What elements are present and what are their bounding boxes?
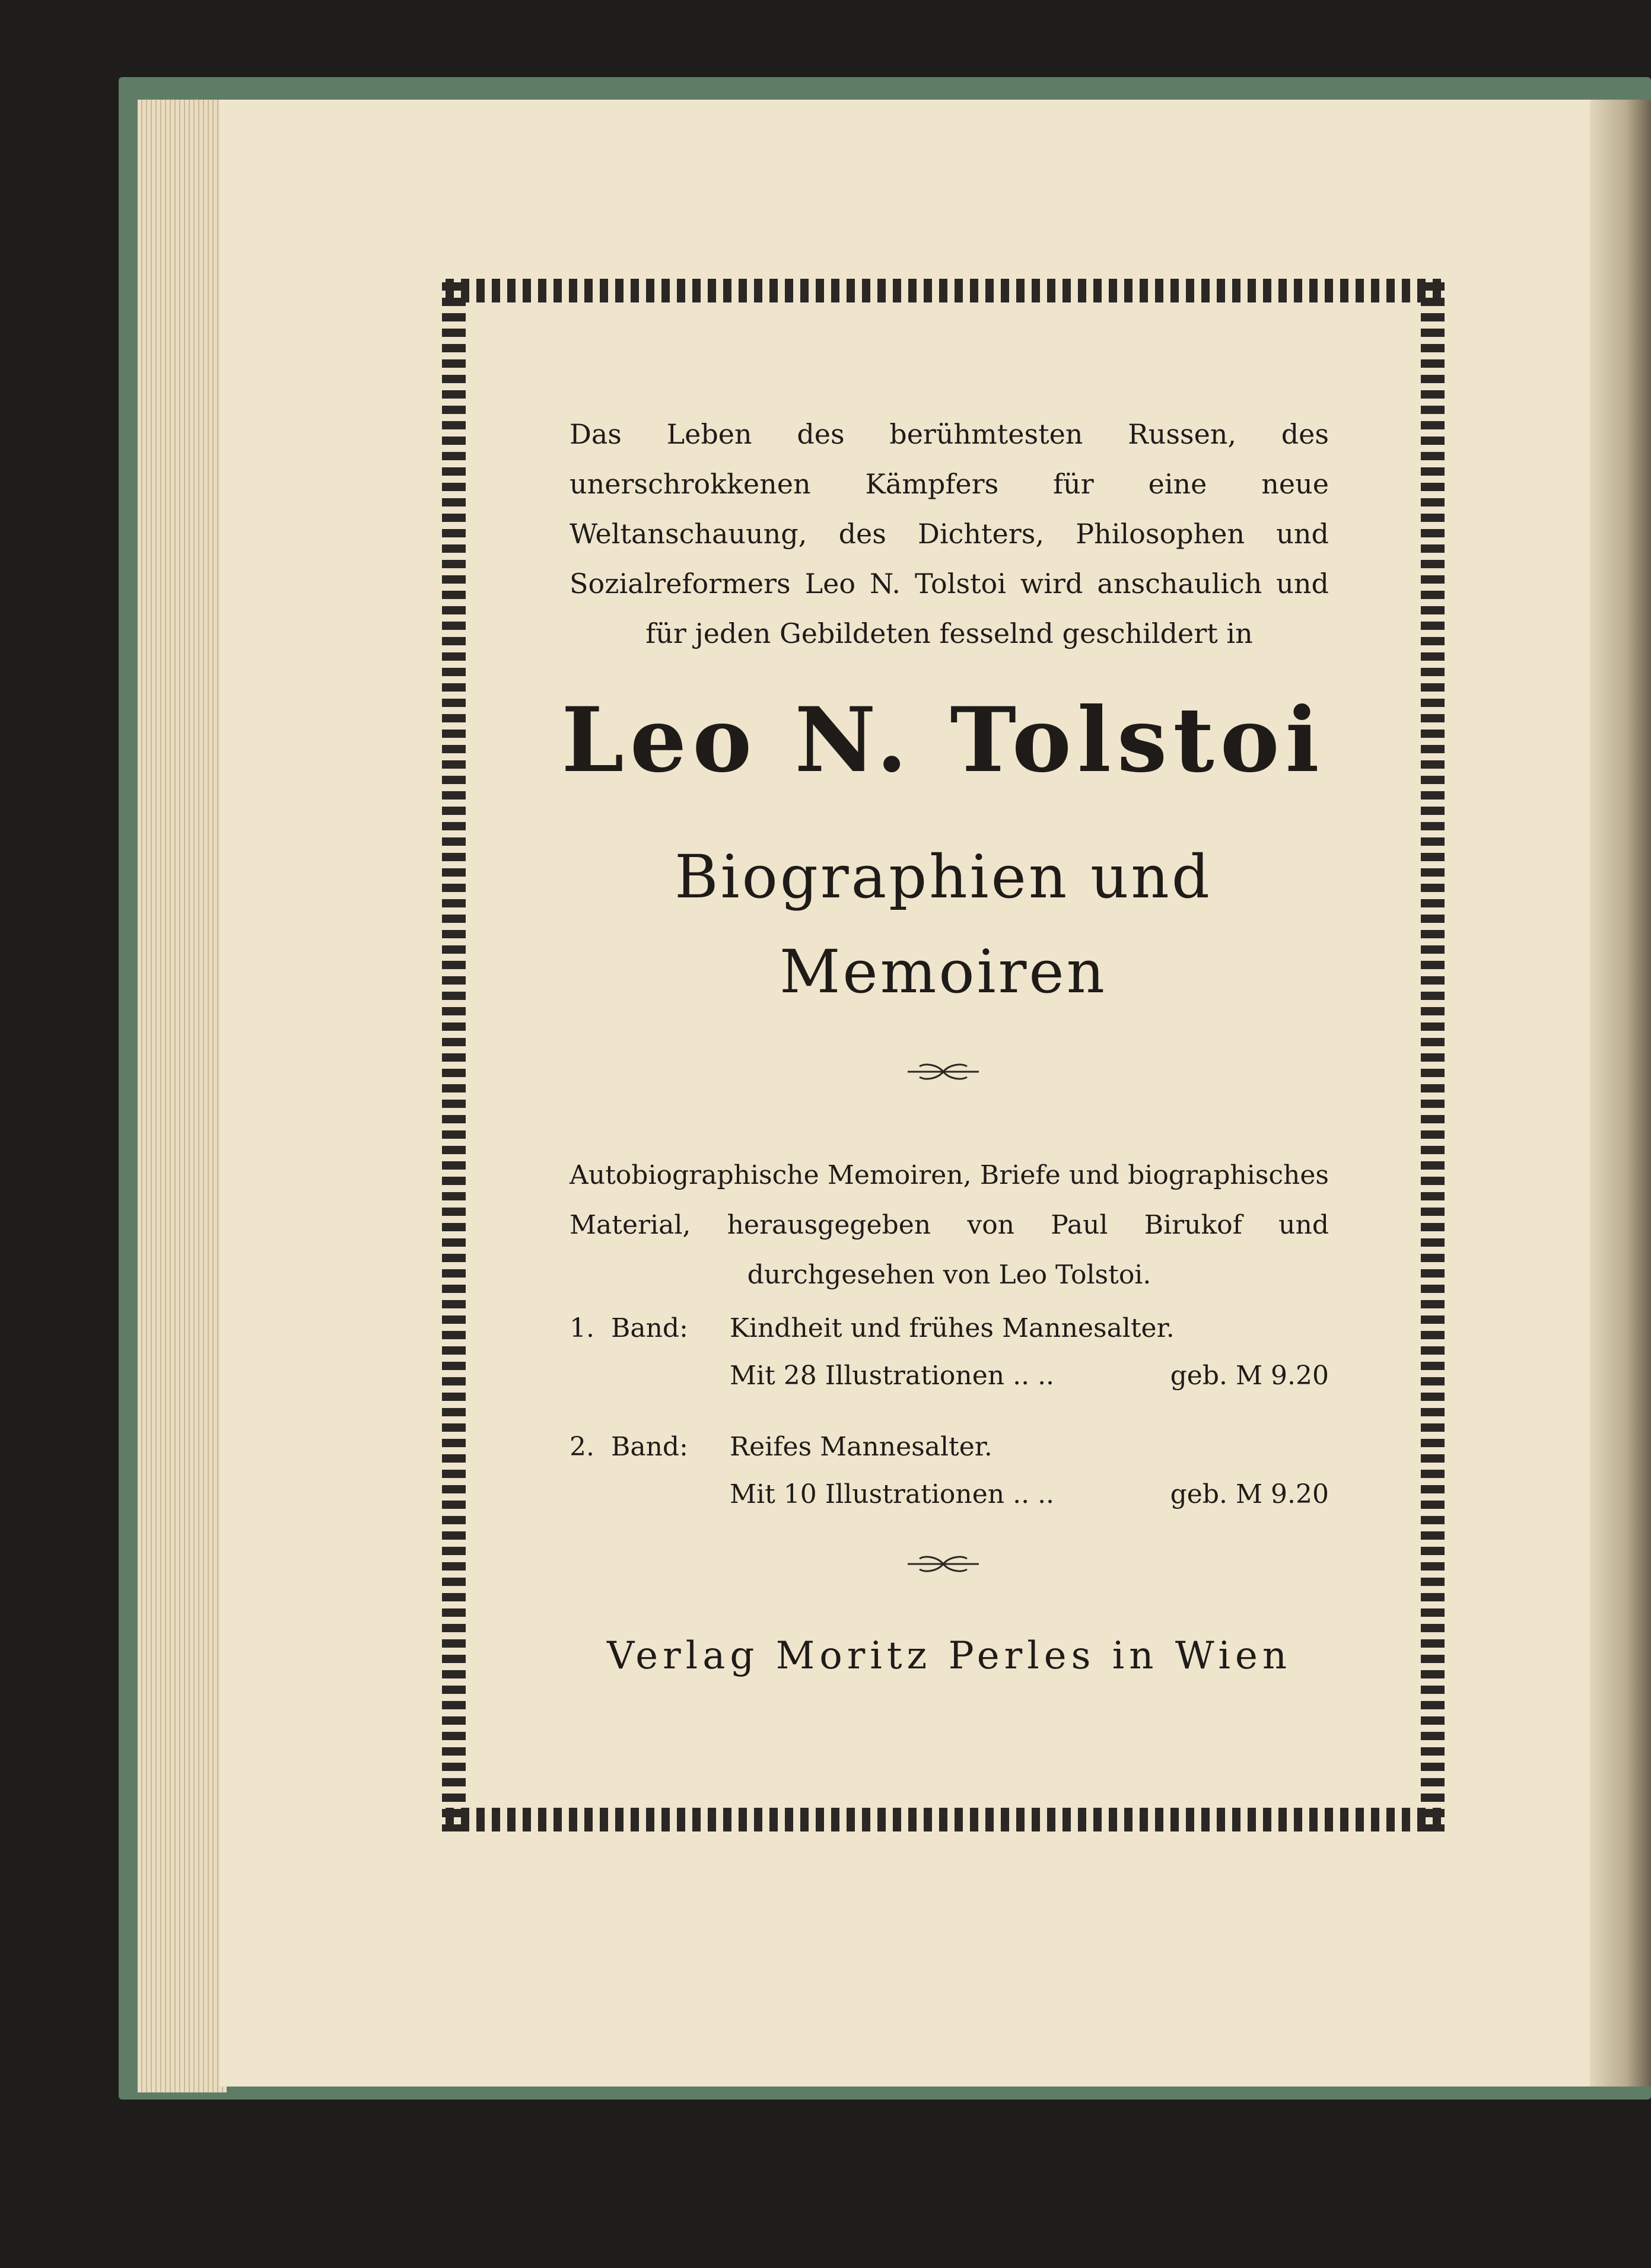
ornamental-border-left [442,279,466,1831]
details-paragraph: Autobiographische Memoiren, Briefe und biographisches Material, herausgegeben von Paul Birukof und durchgesehen von Leo Tolstoi. [570,1160,1329,1290]
volume-1 [570,1305,1329,1400]
volume-label: Band: [611,1432,688,1462]
fleuron-ornament-icon [902,1062,985,1082]
page-edges [138,100,227,2092]
ornamental-border-top [442,279,1445,302]
volume-number: 1. [570,1313,594,1343]
volume-label: Band: [611,1313,688,1343]
volume-number: 2. [570,1432,594,1462]
spine-shadow [1590,100,1651,2087]
volume-price: geb. M 9.20 [1170,1361,1329,1391]
ornamental-border-right [1421,279,1445,1831]
volume-price: geb. M 9.20 [1170,1479,1329,1509]
book-title: Leo N. Tolstoi [561,688,1325,792]
advertisement [492,320,1394,1791]
fleuron-ornament-icon [902,1554,985,1574]
publisher-line: Verlag Moritz Perles in Wien [606,1634,1292,1678]
volume-title: Kindheit und frühes Mannesalter. [730,1313,1175,1343]
volume-illustrations: Mit 28 Illustrationen .. .. [730,1361,1055,1391]
volume-title: Reifes Mannesalter. [730,1432,992,1462]
intro-paragraph: Das Leben des berühmtesten Russen, des unerschrokkenen Kämpfers für eine neue Weltanschauung, des Dichters, Philosophen und Sozialreformers Leo N. Tolstoi wird anschaulich und für jeden Gebildeten fesselnd geschildert in [570,418,1329,649]
volume-illustrations: Mit 10 Illustrationen .. .. [730,1479,1055,1509]
ornamental-border-bottom [442,1808,1445,1831]
subtitle-line-2: Memoiren [780,937,1107,1006]
subtitle-line-1: Biographien und [675,842,1212,912]
volume-2 [570,1423,1329,1518]
